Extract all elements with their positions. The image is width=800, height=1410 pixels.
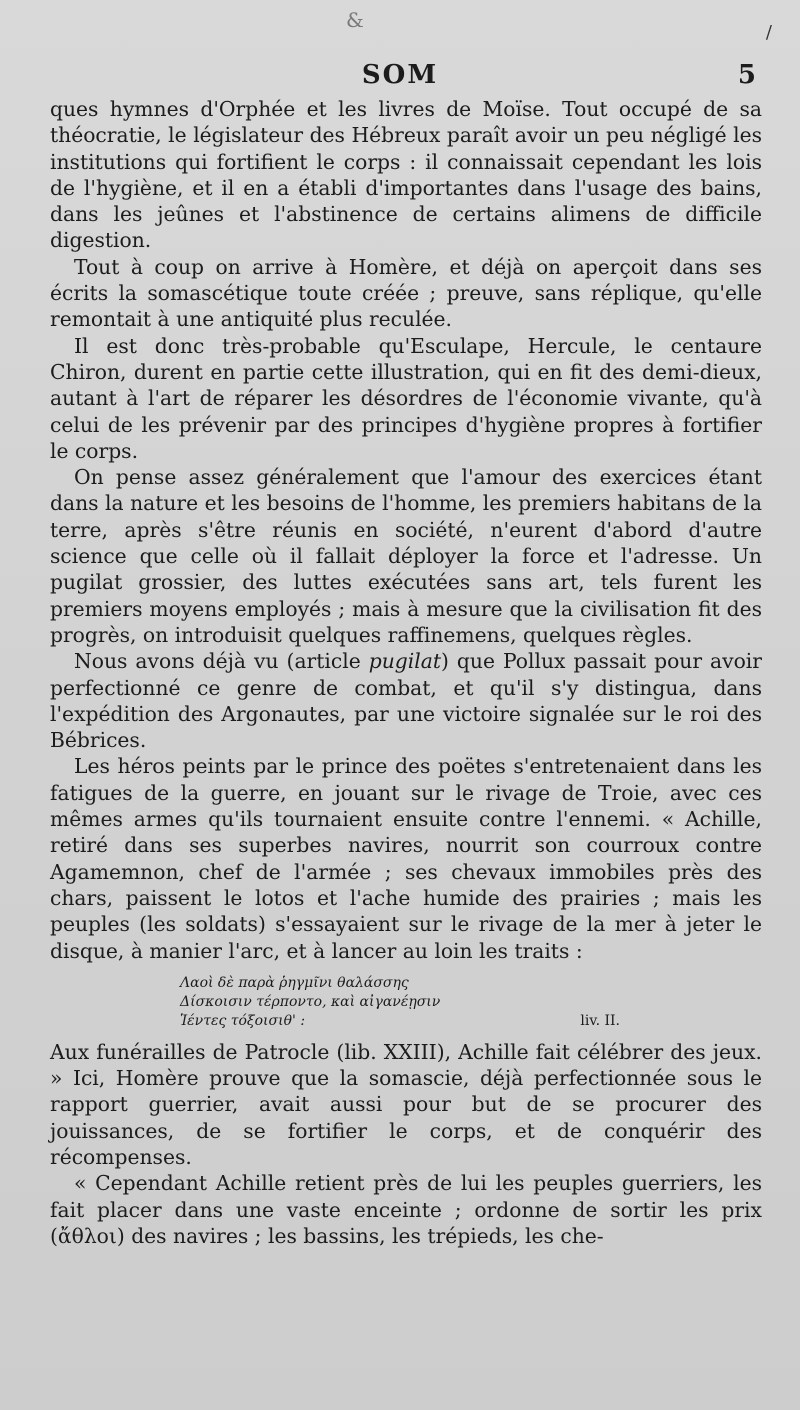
greek-line-1 [180,974,620,993]
paragraph-7: Aux funérailles de Patrocle (lib. XXIII), Achille fait célébrer des jeux. » Ici, Homère prouve que la somascie, déjà perfectionnée sous le rapport guerrier, avait aussi pour but de se procurer des jouissances, de se fortifier le corps, et de conquérir des récompenses. [50,1039,762,1169]
greek-text-3: Ἱέντες τόξοισιθ' : [180,1012,306,1029]
paragraph-3: Il est donc très-probable qu'Esculape, Hercule, le centaure Chiron, durent en partie cette illustration, qui en fit des demi-dieux, autant à l'art de réparer les désordres de l'économie vivante, qu'à celui de les prévenir par des principes d'hygiène propres à fortifier le corps. [50,333,762,463]
page-header [40,60,760,100]
article-reference: pugilat [368,649,441,674]
greek-quotation [180,974,620,1031]
running-head: SOM [361,60,439,90]
paragraph-6: Les héros peints par le prince des poëtes s'entretenaient dans les fatigues de la guerre, en jouant sur le rivage de Troie, avec ces mêmes armes qu'ils tournaient ensuite contre l'ennemi. « Achille, retiré dans ses superbes navires, nourrit son courroux contre Agamemnon, chef de l'armée ; ses chevaux immobiles près des chars, paissent le lotos et l'ache humide des prairies ; mais les peuples (les soldats) s'essayaient sur le rivage de la mer à jeter le disque, à manier l'arc, et à lancer au loin les traits : [50,754,762,963]
paragraph-5-end: ) que Pollux passait pour avoir perfectionné ce genre de combat, et qu'il s'y distingua, dans l'expédition des Argonautes, par une victoire signalée sur le roi des Bébrices. [50,649,762,753]
greek-citation: liv. II. [580,1012,620,1029]
greek-line-3 [180,1012,620,1031]
paragraph-8: « Cependant Achille retient près de lui les peuples guerriers, les fait placer dans une vaste enceinte ; ordonne de sortir les prix (ἄθλοι) des navires ; les bassins, les trépieds, les che- [50,1171,762,1248]
paragraph-2: Tout à coup on arrive à Homère, et déjà on aperçoit dans ses écrits la somascétique toute créée ; preuve, sans réplique, qu'elle remontait à une antiquité plus reculée. [50,254,762,332]
corner-mark: / [765,22,772,43]
greek-line-2 [180,993,620,1012]
greek-text-2: Δίσκοισιν τέρποντο, καὶ αἰγανέῃσιν [180,993,441,1010]
page-number: 5 [737,60,756,90]
paragraph-5-start: Nous avons déjà vu (article [74,649,369,674]
body-text [50,96,762,1249]
paragraph-5 [50,648,762,753]
paragraph-4: On pense assez généralement que l'amour des exercices étant dans la nature et les besoins de l'homme, les premiers habitans de la terre, après s'être réunis en société, n'eurent d'abord d'autre science que celle où il fallait déployer la force et l'adresse. Un pugilat grossier, des luttes exécutées sans art, tels furent les premiers moyens employés ; mais à mesure que la civilisation fit des progrès, on introduisit quelques raffinemens, quelques règles. [50,465,762,647]
greek-text-1: Λαοὶ δὲ παρὰ ῥηγμῖνι θαλάσσης [180,974,409,991]
ink-mark: & [346,8,364,32]
paragraph-1: ques hymnes d'Orphée et les livres de Moïse. Tout occupé de sa théocratie, le législateur des Hébreux paraît avoir un peu négligé les institutions qui fortifient le corps : il connaissait cependant les lois de l'hygiène, et il en a établi d'importantes dans l'usage des bains, dans les jeûnes et l'abstinence de certains alimens de difficile digestion. [50,97,762,253]
